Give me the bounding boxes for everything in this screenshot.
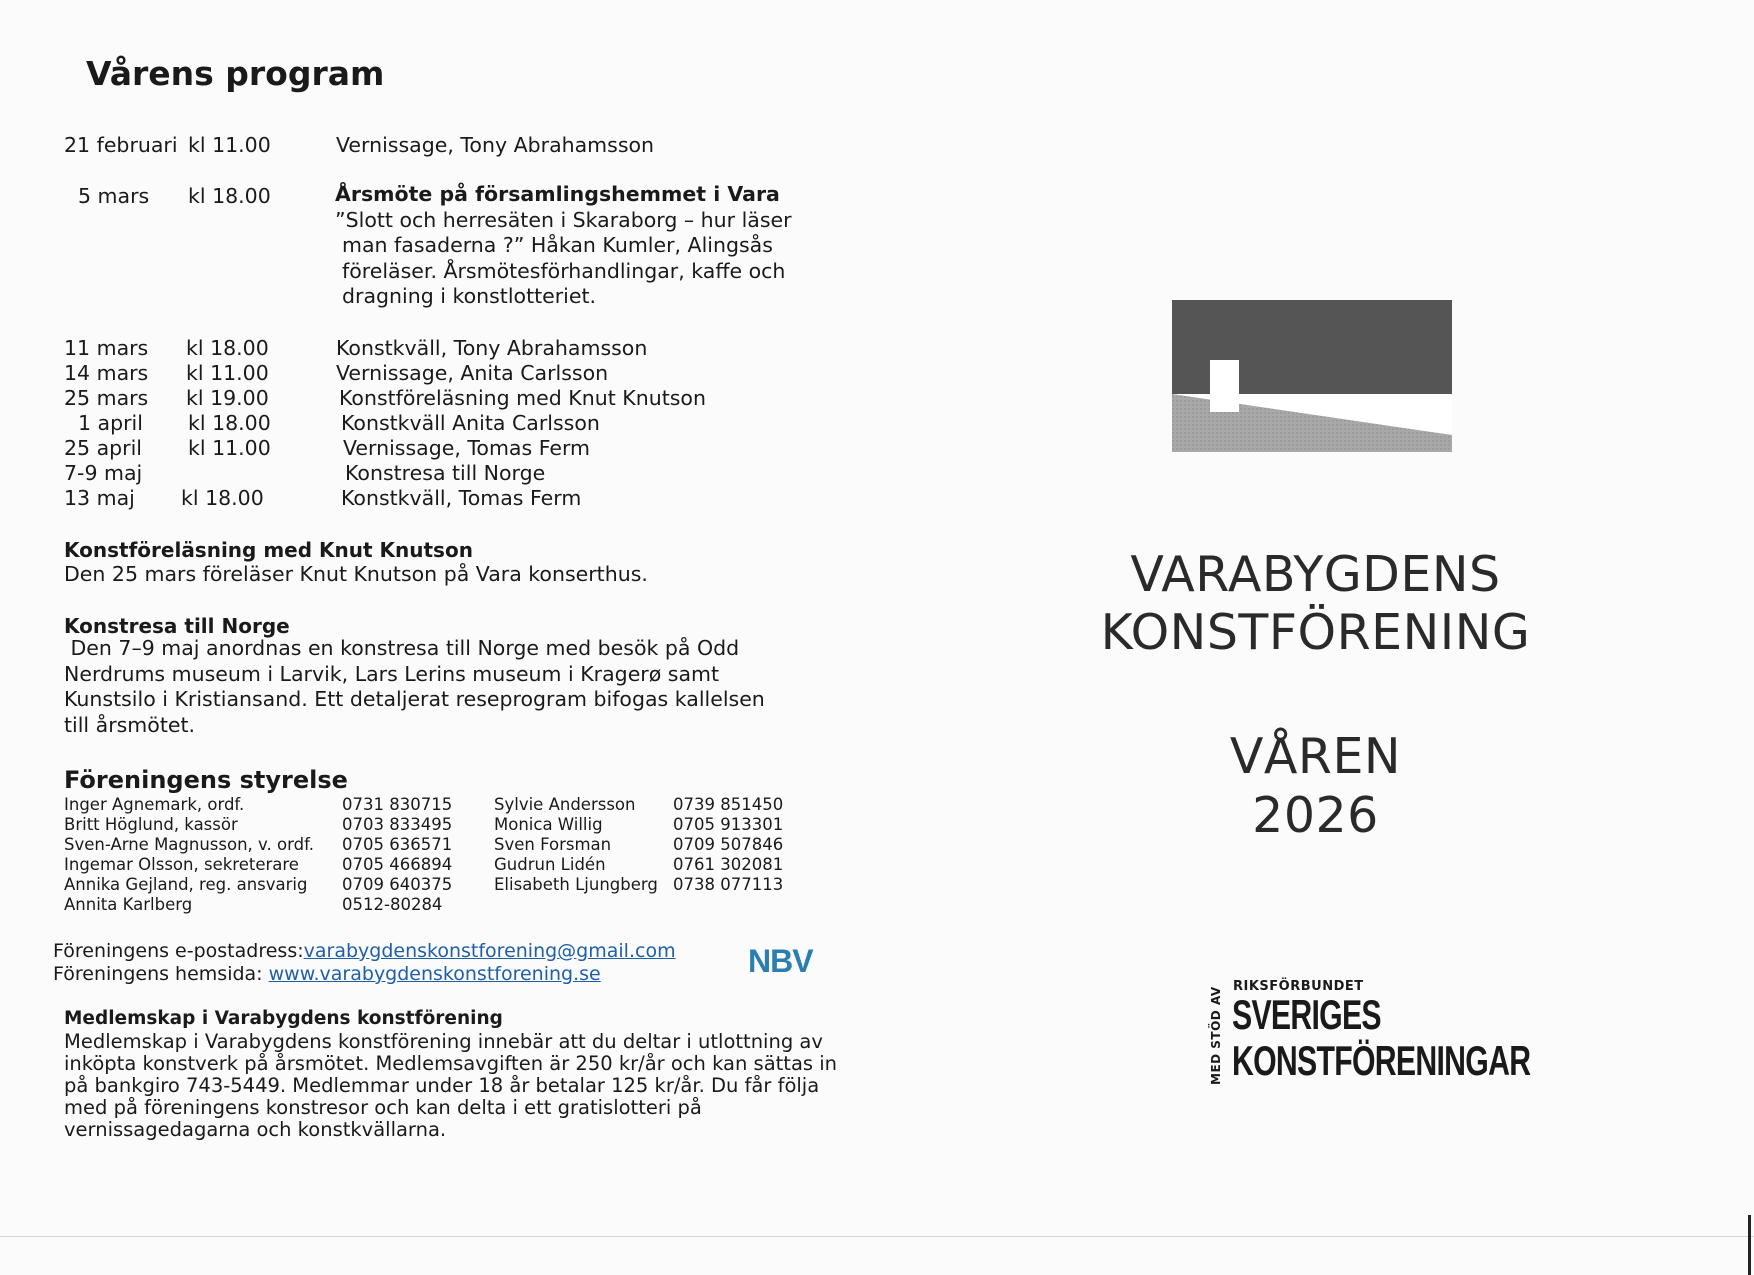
sponsor-vertical-text: MED STÖD AV bbox=[1209, 986, 1223, 1085]
lecture-text: Den 25 mars föreläser Knut Knutson på Vara konserthus. bbox=[64, 562, 648, 586]
board-member-phone: 0703 833495 bbox=[342, 815, 453, 834]
sponsor-small-text: RIKSFÖRBUNDET bbox=[1233, 979, 1364, 994]
event-time: kl 18.00 bbox=[186, 336, 269, 360]
trip-title: Konstresa till Norge bbox=[64, 614, 290, 638]
program-heading: Vårens program bbox=[86, 54, 385, 93]
event-date: 1 april bbox=[78, 411, 143, 435]
board-member-name: Gudrun Lidén bbox=[494, 855, 606, 874]
board-member-phone: 0738 077113 bbox=[673, 875, 784, 894]
event-title: Vernissage, Tomas Ferm bbox=[343, 436, 591, 460]
board-member-phone: 0761 302081 bbox=[673, 855, 784, 874]
membership-title: Medlemskap i Varabygdens konstförening bbox=[64, 1008, 503, 1029]
sponsor-line-1: SVERIGES bbox=[1232, 991, 1381, 1038]
event-title: Konstföreläsning med Knut Knutson bbox=[339, 386, 706, 410]
annual-meeting-line: föreläser. Årsmötesförhandlingar, kaffe och bbox=[342, 258, 786, 283]
board-member-phone: 0705 913301 bbox=[673, 815, 784, 834]
email-line bbox=[53, 940, 676, 962]
email-link[interactable]: varabygdenskonstforening@gmail.com bbox=[303, 940, 676, 962]
trip-line: Nerdrums museum i Larvik, Lars Lerins museum i Kragerø samt bbox=[64, 661, 720, 686]
board-member-phone: 0705 636571 bbox=[342, 835, 453, 854]
website-line bbox=[53, 963, 601, 985]
board-member-name: Sylvie Andersson bbox=[494, 795, 636, 814]
board-member-name: Annita Karlberg bbox=[64, 895, 193, 914]
trip-line: Kunstsilo i Kristiansand. Ett detaljerat reseprogram bifogas kallelsen bbox=[64, 687, 765, 711]
event-date: 25 mars bbox=[64, 386, 149, 410]
membership-line: vernissagedagarna och konstkvällarna. bbox=[64, 1118, 447, 1141]
board-member-phone: 0512-80284 bbox=[342, 895, 443, 914]
board-member-phone: 0739 851450 bbox=[673, 795, 784, 814]
event-date: 13 maj bbox=[64, 486, 135, 510]
board-member-phone: 0731 830715 bbox=[342, 795, 453, 814]
annual-meeting-line: dragning i konstlotteriet. bbox=[342, 284, 597, 308]
membership-line: inköpta konstverk på årsmötet. Medlemsavgiften är 250 kr/år och kan sättas in bbox=[64, 1052, 838, 1075]
website-label: Föreningens hemsida: bbox=[53, 963, 269, 985]
event-time: kl 18.00 bbox=[188, 184, 271, 208]
event-time: kl 18.00 bbox=[181, 486, 264, 510]
season-title: VÅREN bbox=[1229, 728, 1402, 785]
board-left-names bbox=[64, 795, 314, 915]
membership-line: med på föreningens konstresor och kan delta i ett gratislotteri på bbox=[64, 1096, 702, 1119]
association-logo bbox=[1172, 300, 1452, 452]
board-member-name: Inger Agnemark, ordf. bbox=[64, 795, 245, 814]
trip-line: till årsmötet. bbox=[64, 712, 196, 737]
nbv-logo bbox=[748, 943, 832, 977]
sponsor-logo bbox=[1209, 975, 1531, 1095]
event-date: 21 februari bbox=[64, 133, 178, 157]
scan-edge-line bbox=[0, 1236, 1754, 1237]
event-date: 5 mars bbox=[78, 184, 150, 208]
event-title: Konstkväll, Tomas Ferm bbox=[341, 486, 582, 510]
board-member-phone: 0709 507846 bbox=[673, 835, 784, 854]
event-time: kl 18.00 bbox=[188, 411, 271, 435]
annual-meeting-line: ”Slott och herresäten i Skaraborg – hur läser bbox=[335, 207, 792, 232]
lecture-title: Konstföreläsning med Knut Knutson bbox=[64, 538, 473, 562]
board-member-name: Monica Willig bbox=[494, 815, 603, 834]
membership-line: Medlemskap i Varabygdens konstförening innebär att du deltar i utlottning av bbox=[64, 1030, 823, 1053]
event-time: kl 11.00 bbox=[188, 436, 271, 460]
event-date: 11 mars bbox=[64, 336, 149, 360]
trip-text bbox=[64, 636, 844, 738]
event-title: Konstkväll Anita Carlsson bbox=[341, 411, 600, 435]
board-right-phones bbox=[673, 795, 783, 895]
board-member-phone: 0705 466894 bbox=[342, 855, 453, 874]
event-date: 14 mars bbox=[64, 361, 149, 385]
event-time: kl 11.00 bbox=[188, 133, 271, 157]
year-title: 2026 bbox=[1252, 787, 1379, 844]
annual-meeting-block bbox=[335, 182, 855, 310]
board-title: Föreningens styrelse bbox=[64, 766, 348, 794]
email-label: Föreningens e-postadress: bbox=[53, 940, 304, 962]
event-time: kl 19.00 bbox=[186, 386, 269, 410]
event-time: kl 11.00 bbox=[186, 361, 269, 385]
board-left-phones bbox=[342, 795, 452, 915]
annual-meeting-title: Årsmöte på församlingshemmet i Vara bbox=[335, 182, 780, 206]
event-date: 25 april bbox=[64, 436, 142, 460]
board-member-name: Annika Gejland, reg. ansvarig bbox=[64, 875, 308, 894]
event-title: Vernissage, Anita Carlsson bbox=[336, 361, 609, 385]
cover-panel bbox=[877, 0, 1754, 1275]
membership-text bbox=[64, 1031, 854, 1141]
board-member-name: Elisabeth Ljungberg bbox=[494, 875, 658, 894]
board-member-name: Sven-Arne Magnusson, v. ordf. bbox=[64, 835, 314, 854]
trip-line: Den 7–9 maj anordnas en konstresa till Norge med besök på Odd bbox=[64, 636, 740, 660]
board-member-name: Sven Forsman bbox=[494, 835, 612, 854]
org-name-line-1: VARABYGDENS bbox=[1130, 546, 1501, 603]
event-title: Vernissage, Tony Abrahamsson bbox=[336, 133, 655, 157]
event-date: 7-9 maj bbox=[64, 461, 143, 485]
website-link[interactable]: www.varabygdenskonstforening.se bbox=[268, 963, 601, 985]
scan-edge-mark bbox=[1748, 1215, 1751, 1275]
board-member-name: Ingemar Olsson, sekreterare bbox=[64, 855, 299, 874]
board-right-names bbox=[494, 795, 658, 895]
board-member-phone: 0709 640375 bbox=[342, 875, 453, 894]
membership-line: på bankgiro 743-5449. Medlemmar under 18 år betalar 125 kr/år. Du får följa bbox=[64, 1074, 820, 1097]
event-title: Konstkväll, Tony Abrahamsson bbox=[336, 336, 648, 360]
event-title: Konstresa till Norge bbox=[345, 461, 546, 485]
annual-meeting-line: man fasaderna ?” Håkan Kumler, Alingsås bbox=[342, 233, 773, 257]
org-name-line-2: KONSTFÖRENING bbox=[1100, 604, 1531, 661]
board-member-name: Britt Höglund, kassör bbox=[64, 815, 238, 834]
sponsor-line-2: KONSTFÖRENINGAR bbox=[1232, 1037, 1531, 1084]
nbv-logo-text: NBV bbox=[748, 943, 813, 977]
